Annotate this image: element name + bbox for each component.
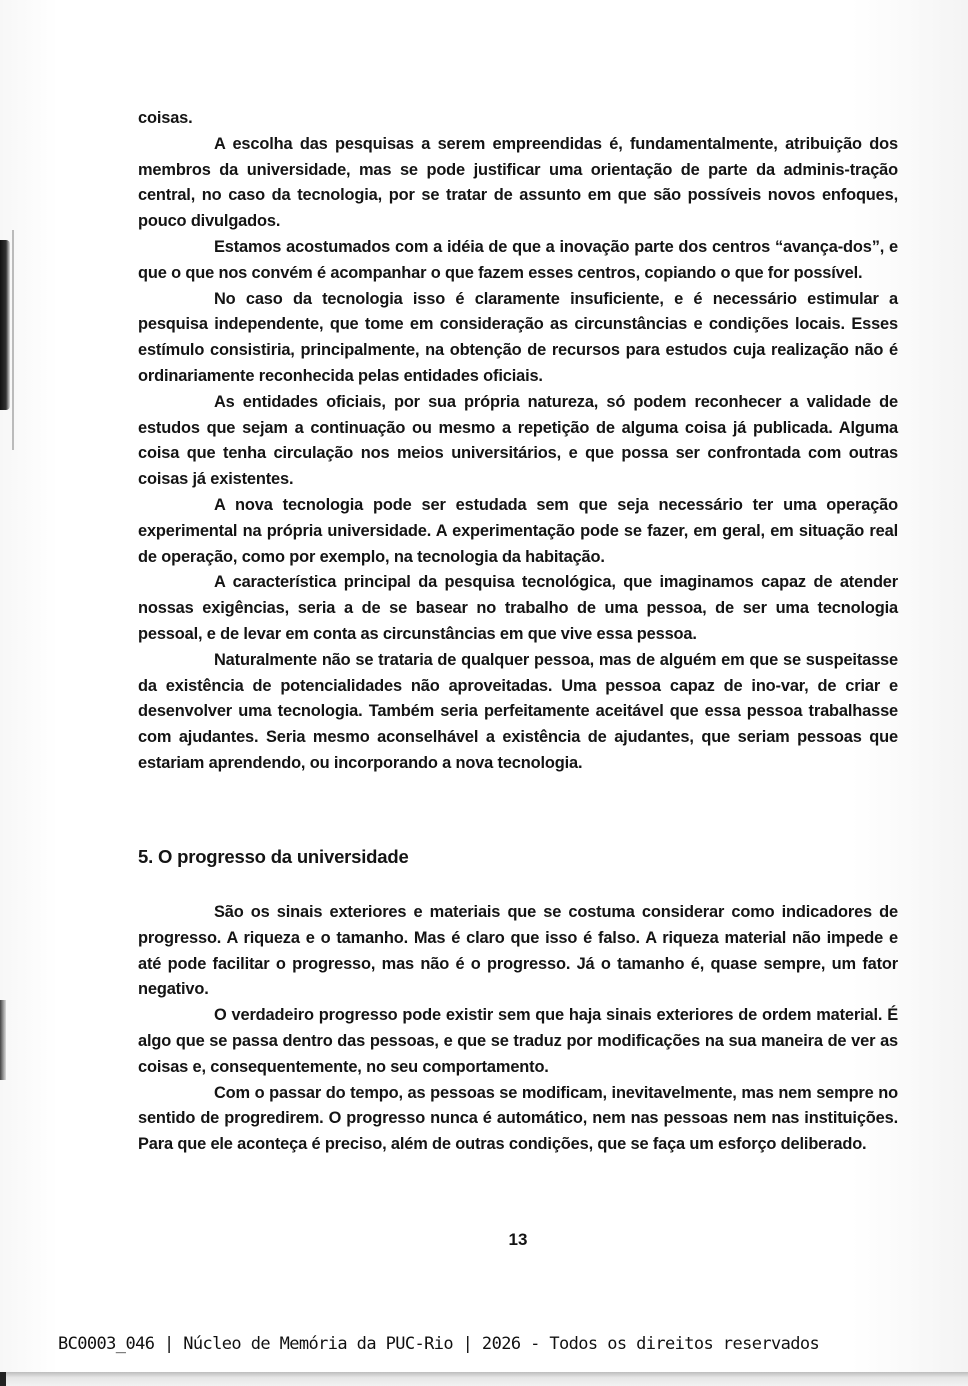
paragraph: Naturalmente não se trataria de qualquer pessoa, mas de alguém em que se suspeitasse da existência de potencialidades não aproveitadas. Uma pessoa capaz de ino-var, de criar e desenvolver uma tecnologia. Também seria perfeitamente aceitável que essa pessoa trabalhasse com ajudantes. Seria mesmo aconselhável a existência de ajudantes, que seriam pessoas que estariam aprendendo, ou incorporando a nova tecnologia. [138,650,898,772]
body-text-section [138,900,898,1158]
paragraph: Estamos acostumados com a idéia de que a inovação parte dos centros “avança-dos”, e que o que nos convém é acompanhar o que fazem esses centros, copiando o que for possível. [138,237,898,282]
paragraph: No caso da tecnologia isso é claramente insuficiente, e é necessário estimular a pesquisa independente, que tome em consideração as circunstâncias e condições locais. Esses estímulo consistiria, principalmente, na obtenção de recursos para estudos cuja realização não é ordinariamente reconhecida pelas entidades oficiais. [138,289,898,385]
paragraph: A característica principal da pesquisa tecnológica, que imaginamos capaz de atender nossas exigências, seria a de se basear no trabalho de uma pessoa, de ser uma tecnologia pessoal, e de levar em conta as circunstâncias em que vive essa pessoa. [138,573,898,643]
body-text-top [138,106,898,777]
bottom-edge-shadow [0,1372,6,1386]
paragraph: coisas. [138,109,193,127]
binding-line [12,230,14,450]
paragraph: A escolha das pesquisas a serem empreendidas é, fundamentalmente, atribuição dos membros da universidade, mas se pode justificar uma orientação de parte da adminis-tração central, no caso da tecnologia, por se tratar de assunto em que são possíveis novos enfoques, pouco divulgados. [138,134,898,231]
paragraph: O verdadeiro progresso pode existir sem que haja sinais exteriores de ordem material. É algo que se passa dentro das pessoas, e que se traduz por modificações na sua maneira de ver as coisas e, consequentemente, no seu comportamento. [138,1006,898,1076]
section-heading: 5. O progresso da universidade [138,846,409,867]
paragraph: A nova tecnologia pode ser estudada sem que seja necessário ter uma operação experimental na própria universidade. A experimentação pode se fazer, em geral, em situação real de operação, como por exemplo, na tecnologia da habitação. [138,495,898,566]
page-number: 13 [508,1230,528,1249]
binding-shadow [0,240,10,410]
paragraph: São os sinais exteriores e materiais que se costuma considerar como indicadores de progresso. A riqueza e o tamanho. Mas é claro que isso é falso. A riqueza material não impede e até pode facilitar o progresso, mas não é o progresso. Já o tamanho é, quase sempre, um fator negativo. [138,903,898,999]
paragraph: Com o passar do tempo, as pessoas se modificam, inevitavelmente, mas nem sempre no sentido de progredirem. O progresso nunca é automático, nem nas pessoas nem nas instituições. Para que ele aconteça é preciso, além de outras condições, que se faça um esforço deliberado. [138,1083,898,1154]
paragraph: As entidades oficiais, por sua própria natureza, só podem reconhecer a validade de estudos que sejam a continuação ou mesmo a repetição de alguma coisa já publicada. Alguma coisa que tenha circulação nos meios universitários, e que possa ser confrontada com outras coisas já existentes. [138,392,898,489]
binding-mark [0,1000,6,1080]
bottom-edge [0,1372,968,1386]
footer-copyright: BC0003_046 | Núcleo de Memória da PUC-Rio | 2026 - Todos os direitos reservados [58,1334,820,1354]
